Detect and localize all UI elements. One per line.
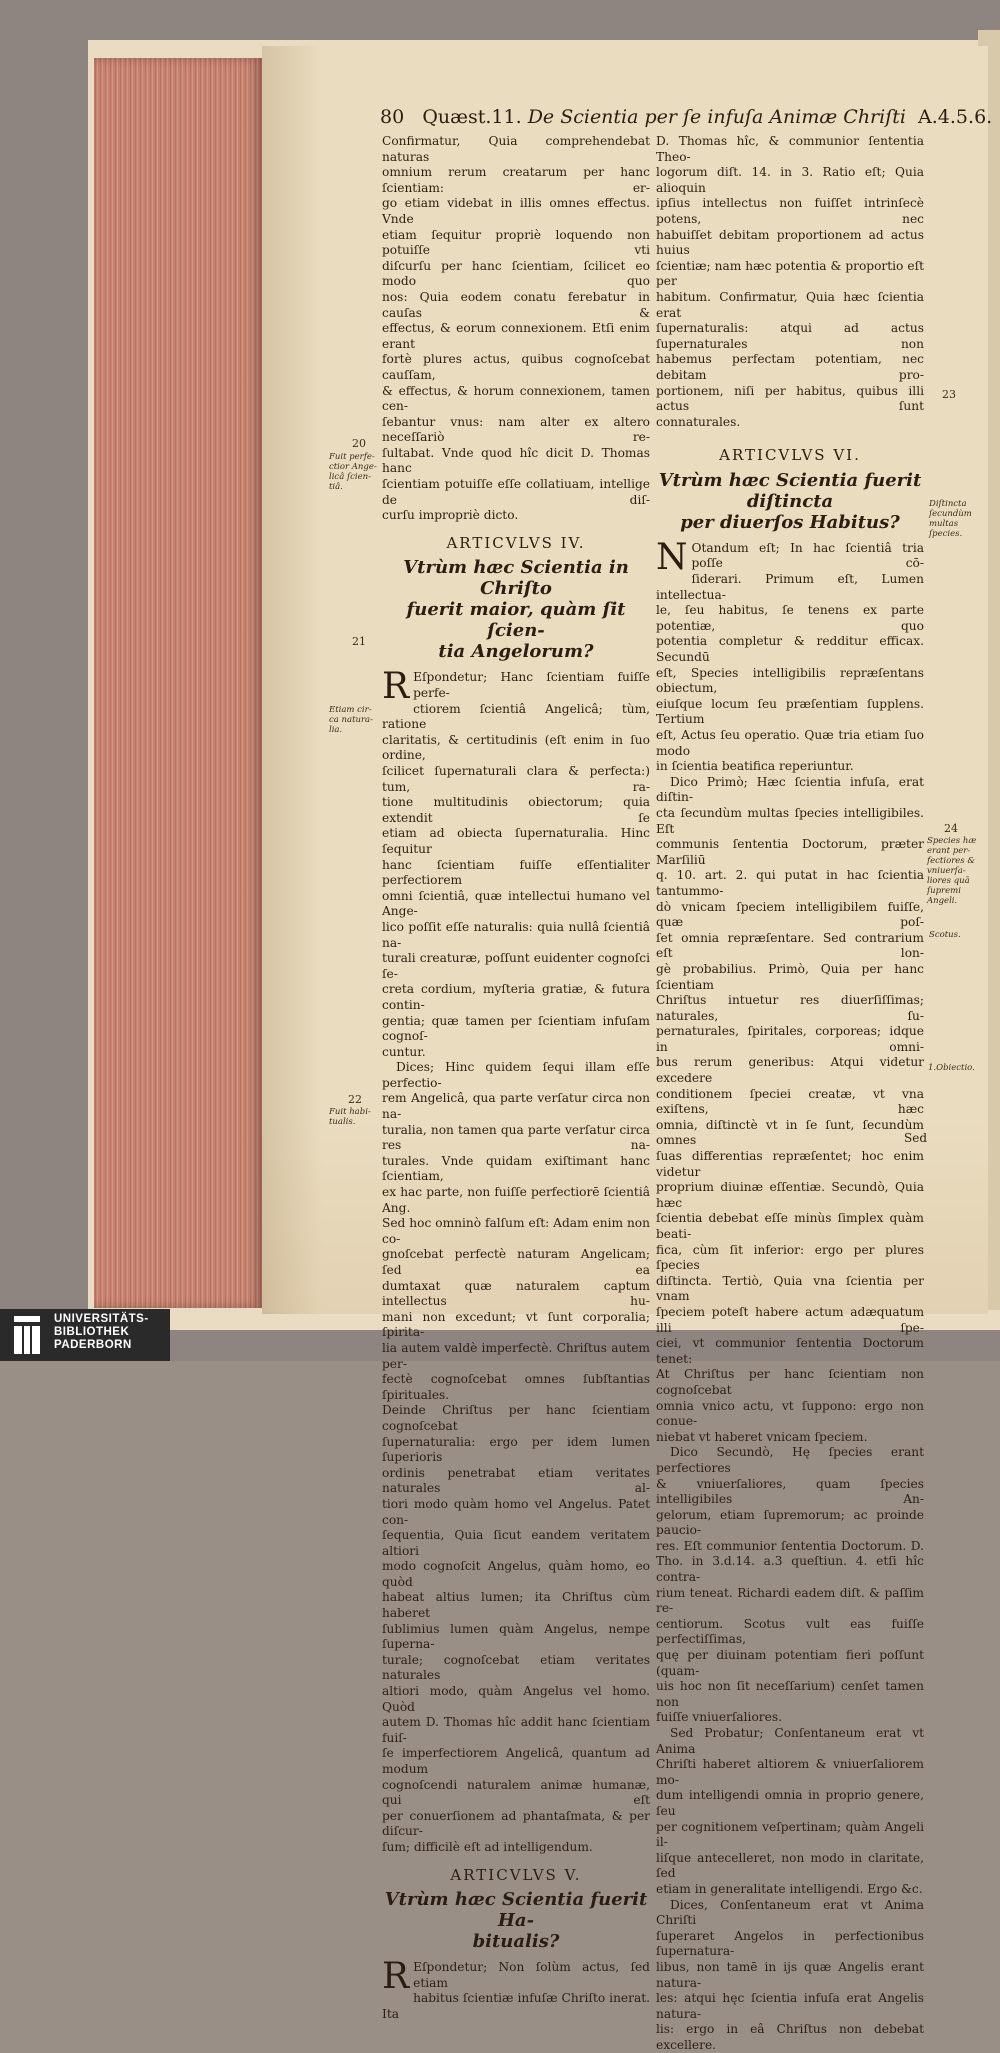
text-line: libus, non tamē in ijs quæ Angelis erant natura-: [656, 1959, 924, 1990]
margin-line: ctior Ange-: [329, 462, 377, 472]
text-line: hanc ſcientiam fuiſſe eſſentialiter perfectiorem: [382, 857, 650, 888]
drop-cap-r: R: [382, 666, 410, 708]
text-line: Dico Secundò, Hę ſpecies erant perfectiores: [656, 1445, 924, 1475]
text-line: per conuerſionem ad phantaſmata, & per diſcur-: [382, 1808, 650, 1839]
text-line: creta cordium, myſteria gratiæ, & futura contin-: [382, 982, 650, 1012]
logo-line: UNIVERSITÄTS-: [54, 1313, 149, 1325]
article-4-heading: ARTICVLVS IV.: [446, 533, 586, 552]
text-line: gnoſcebat perfectè naturam Angelicam; ſed ea: [382, 1247, 650, 1277]
margin-number-22: 22: [348, 1093, 362, 1106]
margin-line: Etiam cir-: [329, 705, 372, 715]
text-line: proprium diuinæ eſſentiæ. Secundò, Quia hæc: [656, 1180, 924, 1210]
text-line: lico poſſit eſſe naturalis: quia nullâ ſcientiâ na-: [382, 919, 650, 950]
title-line: bitualis?: [472, 1931, 560, 1953]
text-line: lis: ergo in eâ Chriſtus non debebat excellere.: [656, 2022, 924, 2052]
text-line: centiorum. Scotus vult eas fuiſſe perfectiſſimas,: [656, 1616, 924, 1647]
text-line: effectus, & eorum connexionem. Etſi enim erant: [382, 321, 650, 351]
margin-line: erant per-: [927, 846, 971, 856]
catchword: Sed: [904, 1131, 928, 1145]
text-line: Dices, Conſentaneum erat vt Anima Chriſti: [656, 1897, 924, 1928]
text-line: res. Eſt communior ſententia Doctorum. D.: [656, 1538, 924, 1553]
text-line: uis hoc non ſit neceſſarium) cenſet tamen non: [656, 1679, 924, 1709]
text-line: omnium rerum creatarum per hanc ſcientiam: er-: [382, 165, 650, 195]
library-logo-text: [54, 1313, 149, 1352]
text-line: curſu impropriè dicto.: [382, 508, 519, 523]
text-line: fortè plures actus, quibus cognoſcebat cauſſam,: [382, 352, 650, 382]
text-line: eſt, Species intelligibilis repræſentans obiectum,: [656, 665, 924, 696]
text-line: turales. Vnde quidam exiſtimant hanc ſcientiam,: [382, 1153, 650, 1184]
text-line: Sed hoc omninò falſum eſt: Adam enim non co-: [382, 1216, 650, 1246]
text-line: habuiſſet debitam proportionem ad actus huius: [656, 227, 924, 258]
article-5-heading: ARTICVLVS V.: [450, 1865, 582, 1884]
margin-line: vniuerſa-: [927, 866, 966, 876]
text-line: Confirmatur, Quia comprehendebat naturas: [382, 134, 650, 164]
text-line: le, ſeu habitus, ſe tenens ex parte potentiæ, quo: [656, 603, 924, 633]
right-intro: [656, 134, 924, 430]
text-line: omnia vnico actu, vt ſuppono: ergo non conue-: [656, 1398, 924, 1429]
margin-note-21: [329, 705, 373, 735]
article-6-title: [656, 470, 924, 533]
margin-line: licâ ſcien-: [329, 472, 371, 482]
text-line: D. Thomas hîc, & communior ſententia Theo-: [656, 134, 924, 164]
right-column: [656, 134, 924, 2053]
margin-line: liores quā: [927, 876, 970, 886]
text-line: At Chriſtus per hanc ſcientiam non cognoſcebat: [656, 1367, 924, 1397]
text-line: conditionem ſpeciei creatæ, vt vna exiſtens, hæc: [656, 1086, 924, 1117]
text-line: & vniuerſaliores, quam ſpecies intelligibiles An-: [656, 1476, 924, 1507]
margin-number-24: 24: [944, 822, 958, 835]
article-4-objection: [382, 1060, 650, 1855]
text-line: ex hac parte, non fuiſſe perfectiorē ſcientiâ Ang.: [382, 1185, 650, 1215]
text-line: ſublimius lumen quàm Angelus, nempe ſuperna-: [382, 1621, 650, 1652]
text-line: lia autem valdè imperfectè. Chriſtus autem per-: [382, 1340, 650, 1371]
text-line: ſuperaret Angelos in perfectionibus ſupernatura-: [656, 1928, 924, 1959]
text-line: & effectus, & horum connexionem, tamen cen-: [382, 383, 650, 414]
margin-line: ſecundùm: [929, 509, 972, 519]
text-line: nos: Quia eodem conatu ferebatur in cauſas &: [382, 289, 650, 320]
text-line: ſultabat. Vnde quod hîc dicit D. Thomas hanc: [382, 445, 650, 476]
text-line: Chriſtus intuetur res diuerſiſſimas; naturales, ſu-: [656, 993, 924, 1023]
margin-line: Fuit habi-: [329, 1107, 371, 1117]
text-line: q. 10. art. 2. qui putat in hac ſcientia tantummo-: [656, 868, 924, 898]
text-line: Tho. in 3.d.14. a.3 queſtiun. 4. etſi hîc contra-: [656, 1554, 924, 1585]
text-line: omnia, diſtinctè vt in ſe ſunt, ſecundùm omnes: [656, 1117, 924, 1148]
margin-number-23: 23: [942, 388, 956, 401]
text-line: ciei, vt communior ſententia Doctorum tenet:: [656, 1336, 924, 1366]
margin-note-20: [329, 452, 377, 492]
margin-line: Diſtincta: [929, 499, 967, 509]
title-line: Vtrùm hæc Scientia in Chriſto: [403, 557, 629, 600]
margin-line: Species hæ: [927, 836, 977, 846]
title-line: Vtrùm hæc Scientia fuerit Ha-: [384, 1889, 648, 1932]
margin-line: ſupremi: [927, 886, 961, 896]
text-line: gelorum, etiam ſupremorum; ac proinde paucio-: [656, 1507, 924, 1538]
text-line: ſe imperfectiorem Angelicâ, quantum ad modum: [382, 1746, 650, 1776]
text-line: ſebantur vnus: nam alter ex altero neceſſariò re-: [382, 414, 650, 445]
text-line: Dices; Hinc quidem ſequi illam eſſe perfectio-: [382, 1060, 650, 1090]
text-line: Eſpondetur; Non ſolùm actus, ſed etiam: [413, 1960, 650, 1990]
text-line: gè probabilius. Primò, Quia per hanc ſcientiam: [656, 961, 924, 992]
text-line: eſt, Actus ſeu operatio. Quæ tria etiam ſuo modo: [656, 728, 924, 758]
text-line: habitum. Confirmatur, Quia hæc ſcientia erat: [656, 289, 924, 320]
text-line: habeat altius lumen; ita Chriſtus cùm haberet: [382, 1590, 650, 1621]
text-line: ſet omnia repræſentare. Sed contrarium eſt lon-: [656, 930, 924, 961]
text-line: ſiderari. Primum eſt, Lumen intellectua-: [656, 572, 924, 602]
text-line: liſque antecelleret, non modo in claritate, ſed: [656, 1850, 924, 1881]
margin-note-distincta: [929, 499, 972, 539]
text-line: les: atqui hęc ſcientia infuſa erat Angelis natura-: [656, 1991, 924, 2021]
text-line: dum intelligendi omnia in proprio genere, ſeu: [656, 1788, 924, 1818]
text-line: autem D. Thomas hîc addit hanc ſcientiam fuiſ-: [382, 1715, 650, 1745]
text-line: modo cognoſcit Angelus, quàm homo, eo quòd: [382, 1559, 650, 1589]
margin-note-22: [329, 1107, 371, 1127]
text-line: communis ſententia Doctorum, præter Marſiliū: [656, 837, 924, 867]
text-line: ſcientiæ; nam hæc potentia & proportio eſt per: [656, 258, 924, 289]
text-line: fica, cùm ſit inferior: ergo per plures ſpecies: [656, 1242, 924, 1273]
margin-line: lia.: [329, 725, 343, 735]
book-fore-edge: [94, 58, 262, 1308]
text-line: dumtaxat quæ naturalem captum intellectus hu-: [382, 1278, 650, 1309]
article-5-title: [382, 1889, 650, 1952]
left-column: [382, 134, 650, 2023]
text-line: ſupernaturalis: atqui ad actus ſupernaturales non: [656, 321, 924, 351]
text-line: ſequentia, Quia ſicut eandem veritatem altiori: [382, 1528, 650, 1558]
text-line: logorum diſt. 14. in 3. Ratio eſt; Quia alioquin: [656, 165, 924, 195]
drop-cap-n: N: [656, 536, 688, 578]
header-articles: A.4.5.6.: [918, 106, 993, 128]
margin-line: multas: [929, 519, 959, 529]
text-line: cognoſcendi naturalem animæ humanæ, qui eſt: [382, 1777, 650, 1808]
text-line: fectè cognoſcebat omnes ſubſtantias ſpirituales.: [382, 1372, 650, 1402]
text-line: diſcurſu per hanc ſcientiam, ſcilicet eo modo quo: [382, 258, 650, 289]
text-line: turale; cognoſcebat etiam veritates naturales: [382, 1652, 650, 1683]
text-line: ſum; difficilè eſt ad intelligendum.: [382, 1839, 593, 1854]
margin-number-21: 21: [352, 635, 366, 648]
text-line: ſpeciem poteſt habere actum adæquatum illi ſpe-: [656, 1304, 924, 1335]
title-line: fuerit maior, quàm ſit ſcien-: [406, 599, 626, 642]
title-line: Vtrùm hæc Scientia fuerit diſtincta: [658, 469, 922, 512]
margin-line: tiâ.: [329, 482, 343, 492]
text-line: tione multitudinis obiectorum; quia extendit ſe: [382, 795, 650, 825]
margin-line: ca natura-: [329, 715, 373, 725]
text-line: dò vnicam ſpeciem intelligibilem fuiſſe, quæ poſ-: [656, 899, 924, 930]
text-line: turalia, non tamen qua parte verſatur circa res na-: [382, 1122, 650, 1153]
title-line: per diuerſos Habitus?: [680, 511, 900, 533]
margin-number-20: 20: [352, 437, 366, 450]
text-line: Sed Probatur; Conſentaneum erat vt Anima: [656, 1726, 924, 1756]
text-line: Chriſti haberet altiorem & vniuerſaliorem mo-: [656, 1757, 924, 1787]
article-4-title: [382, 557, 650, 662]
margin-note-scotus: Scotus.: [929, 930, 961, 940]
text-line: Deinde Chriſtus per hanc ſcientiam cognoſcebat: [382, 1403, 650, 1433]
margin-line: tualis.: [329, 1117, 356, 1127]
page-number: 80: [380, 106, 405, 128]
text-line: ordinis penetrabat etiam veritates naturales al-: [382, 1465, 650, 1496]
text-line: gentia; quæ tamen per ſcientiam infuſam cognoſ-: [382, 1013, 650, 1044]
text-line: tiori modo quàm homo vel Angelus. Patet con-: [382, 1496, 650, 1527]
logo-line: BIBLIOTHEK: [54, 1326, 130, 1338]
text-line: ſcientiam potuiſſe eſſe collatiuam, intellige de diſ-: [382, 477, 650, 507]
text-line: rem Angelicâ, qua parte verſatur circa non na-: [382, 1091, 650, 1122]
header-title: De Scientia per ſe infuſa Animæ Chriſti: [527, 106, 906, 128]
text-line: turali creaturæ, poſſunt euidenter cognoſci ſe-: [382, 951, 650, 981]
margin-line: Fuit perfe-: [329, 452, 375, 462]
text-line: niebat vt haberet vnicam ſpeciem.: [656, 1429, 868, 1444]
text-line: quę per diuinam potentiam fieri poſſunt (quam-: [656, 1648, 924, 1678]
running-header: [380, 106, 993, 128]
article-4-body: [382, 666, 650, 1060]
text-line: ipſius intellectus non fuiſſet intrinſecè potens, nec: [656, 196, 924, 226]
article-6-heading: ARTICVLVS VI.: [719, 446, 861, 465]
article-5-body: [382, 1956, 650, 2022]
text-line: go etiam videbat in illis omnes effectus. Vnde: [382, 196, 650, 226]
logo-line: PADERBORN: [54, 1339, 132, 1351]
text-line: habemus perfectam potentiam, nec debitam pro-: [656, 352, 924, 382]
text-line: ſuas differentias repræſentet; hoc enim videtur: [656, 1149, 924, 1179]
margin-line: fectiores &: [927, 856, 975, 866]
text-line: bus rerum generibus: Atqui videtur excedere: [656, 1055, 924, 1086]
text-line: cuntur.: [382, 1044, 426, 1059]
text-line: Dico Primò; Hæc ſcientia infuſa, erat diſtin-: [656, 774, 924, 805]
quaestio-label: Quæst.11.: [422, 106, 522, 128]
text-line: potentia completur & redditur efficax. Secundū: [656, 634, 924, 665]
library-logo-icon: [12, 1314, 42, 1356]
text-line: Otandum eſt; In hac ſcientiâ tria poſſe cō-: [691, 540, 924, 571]
text-line: etiam ad obiecta ſupernaturalia. Hinc ſequitur: [382, 826, 650, 856]
text-line: etiam ſequitur propriè loquendo non potuiſſe vti: [382, 227, 650, 258]
margin-line: Angeli.: [927, 896, 958, 906]
text-line: in ſcientia beatifica reperiuntur.: [656, 759, 854, 774]
text-line: cta ſecundùm multas ſpecies intelligibiles. Eſt: [656, 805, 924, 836]
text-line: pernaturales, ſpiritales, corporeas; idque in omni-: [656, 1024, 924, 1054]
drop-cap-r: R: [382, 1956, 410, 1998]
margin-line: ſpecies.: [929, 529, 963, 539]
text-line: altiori modo, quàm Angelus vel homo. Quòd: [382, 1684, 650, 1714]
text-line: rium teneat. Richardi eadem diſt. & paſſim re-: [656, 1585, 924, 1616]
text-line: omni ſcientiâ, quæ intellectui humano vel Ange-: [382, 888, 650, 919]
text-line: ſupernaturalia: ergo per idem lumen ſuperioris: [382, 1434, 650, 1465]
text-line: eiuſque locum ſeu præſentiam ſupplens. Tertium: [656, 696, 924, 727]
text-line: claritatis, & certitudinis (eſt enim in ſuo ordine,: [382, 732, 650, 763]
text-line: per cognitionem veſpertinam; quàm Angeli il-: [656, 1819, 924, 1850]
text-line: mani non excedunt; vt ſunt corporalia; ſpirita-: [382, 1309, 650, 1340]
text-line: etiam in generalitate intelligendi. Ergo &c.: [656, 1881, 923, 1896]
title-line: tia Angelorum?: [438, 641, 594, 663]
margin-note-objection: 1.Obiectio.: [928, 1063, 975, 1073]
text-line: ſcilicet ſupernaturali clara & perfecta:) tum, ra-: [382, 764, 650, 794]
left-intro: [382, 134, 650, 524]
text-line: Eſpondetur; Hanc ſcientiam fuiſſe perfe-: [413, 670, 650, 701]
text-line: diſtincta. Tertiò, Quia vna ſcientia per vnam: [656, 1273, 924, 1304]
margin-note-24: [927, 836, 976, 906]
text-line: ſcientia debebat eſſe minùs ſimplex quàm beati-: [656, 1211, 924, 1241]
text-line: connaturales.: [656, 414, 741, 429]
article-6-body: [656, 536, 924, 2053]
text-line: ctiorem ſcientiâ Angelicâ; tùm, ratione: [382, 701, 650, 732]
text-line: habitus ſcientiæ infuſæ Chriſto inerat. Ita: [382, 1991, 650, 2021]
text-line: fuiſſe vniuerſaliores.: [656, 1710, 782, 1725]
text-line: portionem, niſi per habitus, quibus illi actus ſunt: [656, 383, 924, 414]
